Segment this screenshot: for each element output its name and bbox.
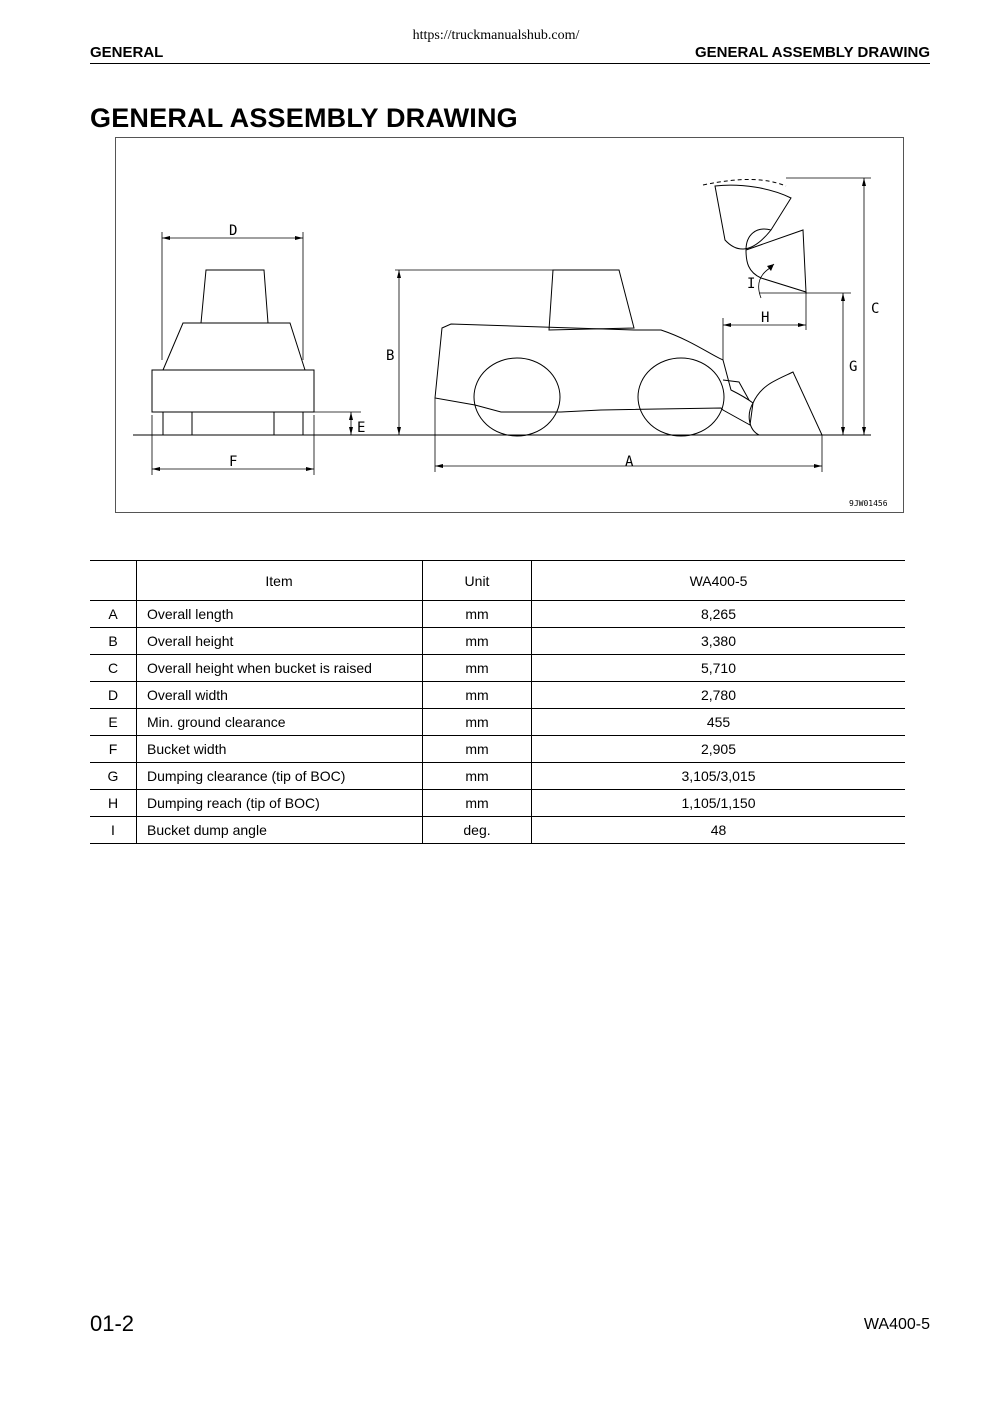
label-c: C: [871, 301, 880, 317]
table-row: [90, 655, 905, 682]
row-value: 1,105/1,150: [532, 790, 906, 817]
row-item: Overall length: [137, 601, 423, 628]
table-row: [90, 736, 905, 763]
row-value: 5,710: [532, 655, 906, 682]
table-header-row: [90, 561, 905, 601]
row-unit: mm: [423, 709, 532, 736]
label-h: H: [761, 310, 770, 326]
table-row: [90, 709, 905, 736]
row-key: H: [90, 790, 137, 817]
row-value: 2,905: [532, 736, 906, 763]
table-row: [90, 790, 905, 817]
row-unit: mm: [423, 655, 532, 682]
table-row: [90, 628, 905, 655]
front-wheel: [638, 358, 724, 436]
page-header: [90, 44, 930, 64]
row-key: E: [90, 709, 137, 736]
row-item: Dumping reach (tip of BOC): [137, 790, 423, 817]
side-bucket: [749, 372, 822, 435]
header-chapter: GENERAL ASSEMBLY DRAWING: [694, 44, 930, 61]
row-unit: mm: [423, 628, 532, 655]
label-f: F: [229, 454, 238, 470]
assembly-drawing: [115, 137, 904, 513]
row-key: G: [90, 763, 137, 790]
row-key: B: [90, 628, 137, 655]
row-value: 3,105/3,015: [532, 763, 906, 790]
raised-bucket-arc: [703, 179, 786, 186]
row-value: 3,380: [532, 628, 906, 655]
footer-model: WA400-5: [863, 1316, 930, 1333]
label-d: D: [229, 223, 238, 239]
row-value: 8,265: [532, 601, 906, 628]
label-i: I: [747, 276, 756, 292]
source-url[interactable]: https://truckmanualshub.com/: [412, 28, 580, 43]
header-section: GENERAL: [90, 44, 164, 61]
front-tire-left: [163, 412, 192, 435]
row-value: 48: [532, 817, 906, 844]
front-tire-right: [274, 412, 303, 435]
row-unit: mm: [423, 682, 532, 709]
row-item: Min. ground clearance: [137, 709, 423, 736]
table-row: [90, 601, 905, 628]
front-body: [152, 370, 314, 412]
table-row: [90, 763, 905, 790]
side-cab: [549, 270, 634, 330]
dim-i-arc: [759, 268, 770, 298]
label-g: G: [849, 359, 858, 375]
label-a: A: [625, 454, 634, 470]
header-unit: Unit: [423, 561, 532, 601]
row-value: 2,780: [532, 682, 906, 709]
row-item: Overall width: [137, 682, 423, 709]
front-hood: [163, 323, 305, 370]
row-item: Overall height when bucket is raised: [137, 655, 423, 682]
row-key: C: [90, 655, 137, 682]
row-value: 455: [532, 709, 906, 736]
row-key: F: [90, 736, 137, 763]
dimension-table: [90, 560, 905, 844]
rear-wheel: [474, 358, 560, 436]
assembly-drawing-svg: [116, 138, 903, 512]
row-unit: deg.: [423, 817, 532, 844]
row-item: Bucket dump angle: [137, 817, 423, 844]
row-key: A: [90, 601, 137, 628]
header-item: Item: [137, 561, 423, 601]
page-title: GENERAL ASSEMBLY DRAWING: [90, 103, 518, 133]
raised-bucket: [715, 185, 791, 249]
side-body: [435, 324, 753, 425]
header-model: WA400-5: [532, 561, 906, 601]
page-number: 01-2: [90, 1311, 135, 1336]
row-item: Dumping clearance (tip of BOC): [137, 763, 423, 790]
side-boom: [723, 380, 749, 400]
row-item: Bucket width: [137, 736, 423, 763]
row-key: I: [90, 817, 137, 844]
row-key: D: [90, 682, 137, 709]
drawing-code: 9JW01456: [849, 499, 888, 508]
front-cab: [201, 270, 268, 323]
header-key: [90, 561, 137, 601]
label-b: B: [386, 348, 395, 364]
table-row: [90, 682, 905, 709]
row-item: Overall height: [137, 628, 423, 655]
row-unit: mm: [423, 601, 532, 628]
table-row: [90, 817, 905, 844]
row-unit: mm: [423, 790, 532, 817]
row-unit: mm: [423, 763, 532, 790]
row-unit: mm: [423, 736, 532, 763]
label-e: E: [357, 420, 366, 436]
